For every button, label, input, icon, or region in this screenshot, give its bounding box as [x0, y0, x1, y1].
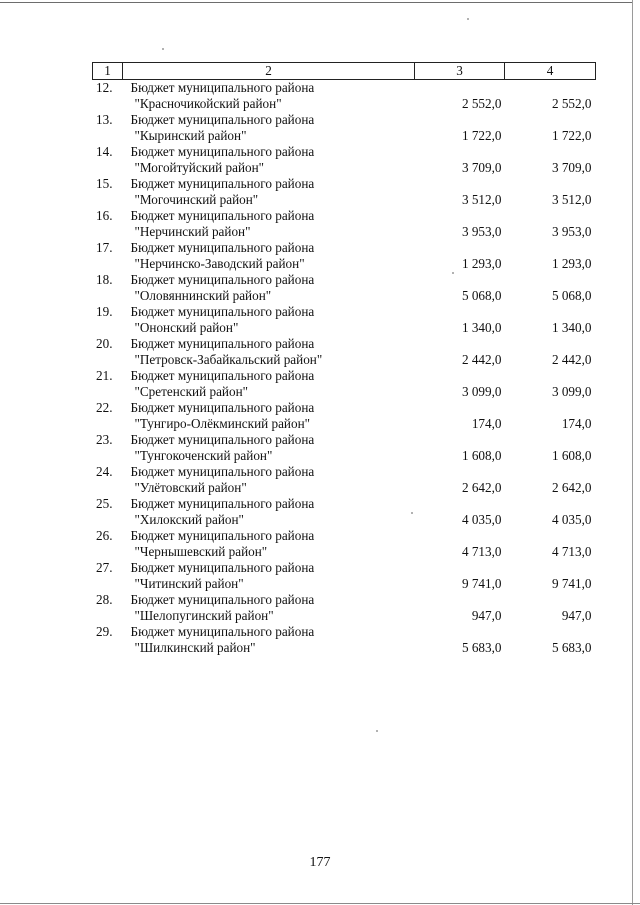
row-value-col4: 1 608,0 [551, 448, 592, 463]
row-value-col3: 9 741,0 [461, 576, 502, 591]
row-name-line1: Бюджет муниципального района [130, 496, 315, 511]
row-name-line2: "Нерчинско-Заводский район" [134, 256, 305, 271]
row-name [123, 496, 415, 528]
row-name-line2: "Оловяннинский район" [134, 288, 272, 303]
row-number: 16. [96, 208, 113, 223]
table-row [93, 496, 596, 528]
row-value-col4: 9 741,0 [551, 576, 592, 591]
row-value-col4: 947,0 [561, 608, 592, 623]
row-name-line2: "Читинский район" [134, 576, 244, 591]
row-value-col3: 1 722,0 [461, 128, 502, 143]
row-name-line1: Бюджет муниципального района [130, 304, 315, 319]
page-number: 177 [309, 855, 331, 870]
budget-table [92, 62, 595, 656]
row-name-line1: Бюджет муниципального района [130, 208, 315, 223]
row-number: 17. [96, 240, 113, 255]
row-name-line1: Бюджет муниципального района [130, 432, 315, 447]
row-value-col3: 4 035,0 [461, 512, 502, 527]
row-name-line1: Бюджет муниципального района [130, 400, 315, 415]
row-name [123, 80, 415, 113]
page-right-edge [632, 0, 633, 905]
page-bottom-edge [0, 903, 640, 904]
row-value-col3: 2 552,0 [461, 96, 502, 111]
header-col-4: 4 [505, 63, 596, 80]
row-number: 21. [96, 368, 113, 383]
row-name-line2: "Кыринский район" [134, 128, 247, 143]
row-value-col4: 3 512,0 [551, 192, 592, 207]
table-row [93, 624, 596, 656]
row-name-line2: "Улётовский район" [134, 480, 247, 495]
table-body [93, 80, 596, 657]
row-name-line2: "Ононский район" [134, 320, 239, 335]
row-value-col3: 1 608,0 [461, 448, 502, 463]
row-value-col4: 5 683,0 [551, 640, 592, 655]
row-name [123, 528, 415, 560]
row-name [123, 144, 415, 176]
table-row [93, 464, 596, 496]
row-value-col4: 3 953,0 [551, 224, 592, 239]
row-name-line2: "Шилкинский район" [134, 640, 256, 655]
header-col-2: 2 [123, 63, 415, 80]
row-name [123, 560, 415, 592]
row-value-col4: 1 293,0 [551, 256, 592, 271]
row-value-col3: 174,0 [471, 416, 502, 431]
row-name-line2: "Нерчинский район" [134, 224, 251, 239]
row-name [123, 240, 415, 272]
row-number: 18. [96, 272, 113, 287]
scan-speck [467, 18, 469, 20]
row-name-line2: "Тунгиро-Олёкминский район" [134, 416, 311, 431]
row-value-col3: 3 099,0 [461, 384, 502, 399]
row-name [123, 272, 415, 304]
row-value-col4: 1 340,0 [551, 320, 592, 335]
row-value-col4: 4 713,0 [551, 544, 592, 559]
row-value-col3: 4 713,0 [461, 544, 502, 559]
page-top-edge [0, 2, 632, 3]
row-name-line2: "Хилокский район" [134, 512, 244, 527]
row-name-line1: Бюджет муниципального района [130, 176, 315, 191]
row-number: 27. [96, 560, 113, 575]
row-value-col3: 3 512,0 [461, 192, 502, 207]
row-number: 29. [96, 624, 113, 639]
row-name [123, 368, 415, 400]
row-value-col4: 3 709,0 [551, 160, 592, 175]
header-col-3: 3 [415, 63, 505, 80]
row-name [123, 336, 415, 368]
row-number: 20. [96, 336, 113, 351]
row-value-col3: 2 642,0 [461, 480, 502, 495]
row-value-col4: 2 552,0 [551, 96, 592, 111]
row-number: 19. [96, 304, 113, 319]
row-name-line1: Бюджет муниципального района [130, 560, 315, 575]
row-value-col3: 5 068,0 [461, 288, 502, 303]
row-number: 28. [96, 592, 113, 607]
row-value-col4: 2 442,0 [551, 352, 592, 367]
row-number: 24. [96, 464, 113, 479]
row-number: 14. [96, 144, 113, 159]
row-name-line2: "Могочинский район" [134, 192, 259, 207]
row-value-col3: 5 683,0 [461, 640, 502, 655]
table-row [93, 528, 596, 560]
table-row [93, 560, 596, 592]
table-row [93, 592, 596, 624]
row-number: 26. [96, 528, 113, 543]
row-value-col4: 174,0 [561, 416, 592, 431]
table-row [93, 432, 596, 464]
row-value-col3: 2 442,0 [461, 352, 502, 367]
row-name-line1: Бюджет муниципального района [130, 592, 315, 607]
row-value-col3: 1 293,0 [461, 256, 502, 271]
table-row [93, 400, 596, 432]
row-name-line1: Бюджет муниципального района [130, 336, 315, 351]
row-name-line1: Бюджет муниципального района [130, 624, 315, 639]
table-header [93, 63, 596, 80]
row-value-col3: 3 709,0 [461, 160, 502, 175]
row-name-line1: Бюджет муниципального района [130, 144, 315, 159]
row-value-col3: 3 953,0 [461, 224, 502, 239]
row-name-line1: Бюджет муниципального района [130, 240, 315, 255]
row-name [123, 592, 415, 624]
table-row [93, 112, 596, 144]
row-number: 25. [96, 496, 113, 511]
row-name-line2: "Красночикойский район" [134, 96, 282, 111]
row-name-line2: "Шелопугинский район" [134, 608, 274, 623]
row-value-col3: 1 340,0 [461, 320, 502, 335]
row-number: 22. [96, 400, 113, 415]
row-name [123, 432, 415, 464]
table-row [93, 272, 596, 304]
row-name-line2: "Могойтуйский район" [134, 160, 265, 175]
table-row [93, 336, 596, 368]
scan-speck [376, 730, 378, 732]
row-number: 12. [96, 80, 113, 95]
row-value-col4: 4 035,0 [551, 512, 592, 527]
row-name [123, 624, 415, 656]
row-name-line2: "Тунгокоченский район" [134, 448, 273, 463]
table-row [93, 208, 596, 240]
table-row [93, 176, 596, 208]
row-value-col4: 1 722,0 [551, 128, 592, 143]
row-name-line1: Бюджет муниципального района [130, 464, 315, 479]
row-value-col4: 2 642,0 [551, 480, 592, 495]
row-name [123, 208, 415, 240]
row-name [123, 304, 415, 336]
table-row [93, 368, 596, 400]
row-name-line1: Бюджет муниципального района [130, 368, 315, 383]
row-name-line1: Бюджет муниципального района [130, 80, 315, 95]
row-number: 15. [96, 176, 113, 191]
row-number: 13. [96, 112, 113, 127]
header-col-1: 1 [93, 63, 123, 80]
row-value-col4: 3 099,0 [551, 384, 592, 399]
table-row [93, 80, 596, 113]
row-name [123, 400, 415, 432]
row-name-line1: Бюджет муниципального района [130, 272, 315, 287]
row-name-line1: Бюджет муниципального района [130, 112, 315, 127]
row-name-line1: Бюджет муниципального района [130, 528, 315, 543]
table-row [93, 144, 596, 176]
row-name-line2: "Чернышевский район" [134, 544, 268, 559]
table-row [93, 304, 596, 336]
row-name [123, 112, 415, 144]
row-number: 23. [96, 432, 113, 447]
row-value-col3: 947,0 [471, 608, 502, 623]
scan-speck [162, 48, 164, 50]
row-name-line2: "Сретенский район" [134, 384, 249, 399]
row-name [123, 176, 415, 208]
row-name-line2: "Петровск-Забайкальский район" [134, 352, 323, 367]
row-value-col4: 5 068,0 [551, 288, 592, 303]
table-row [93, 240, 596, 272]
row-name [123, 464, 415, 496]
